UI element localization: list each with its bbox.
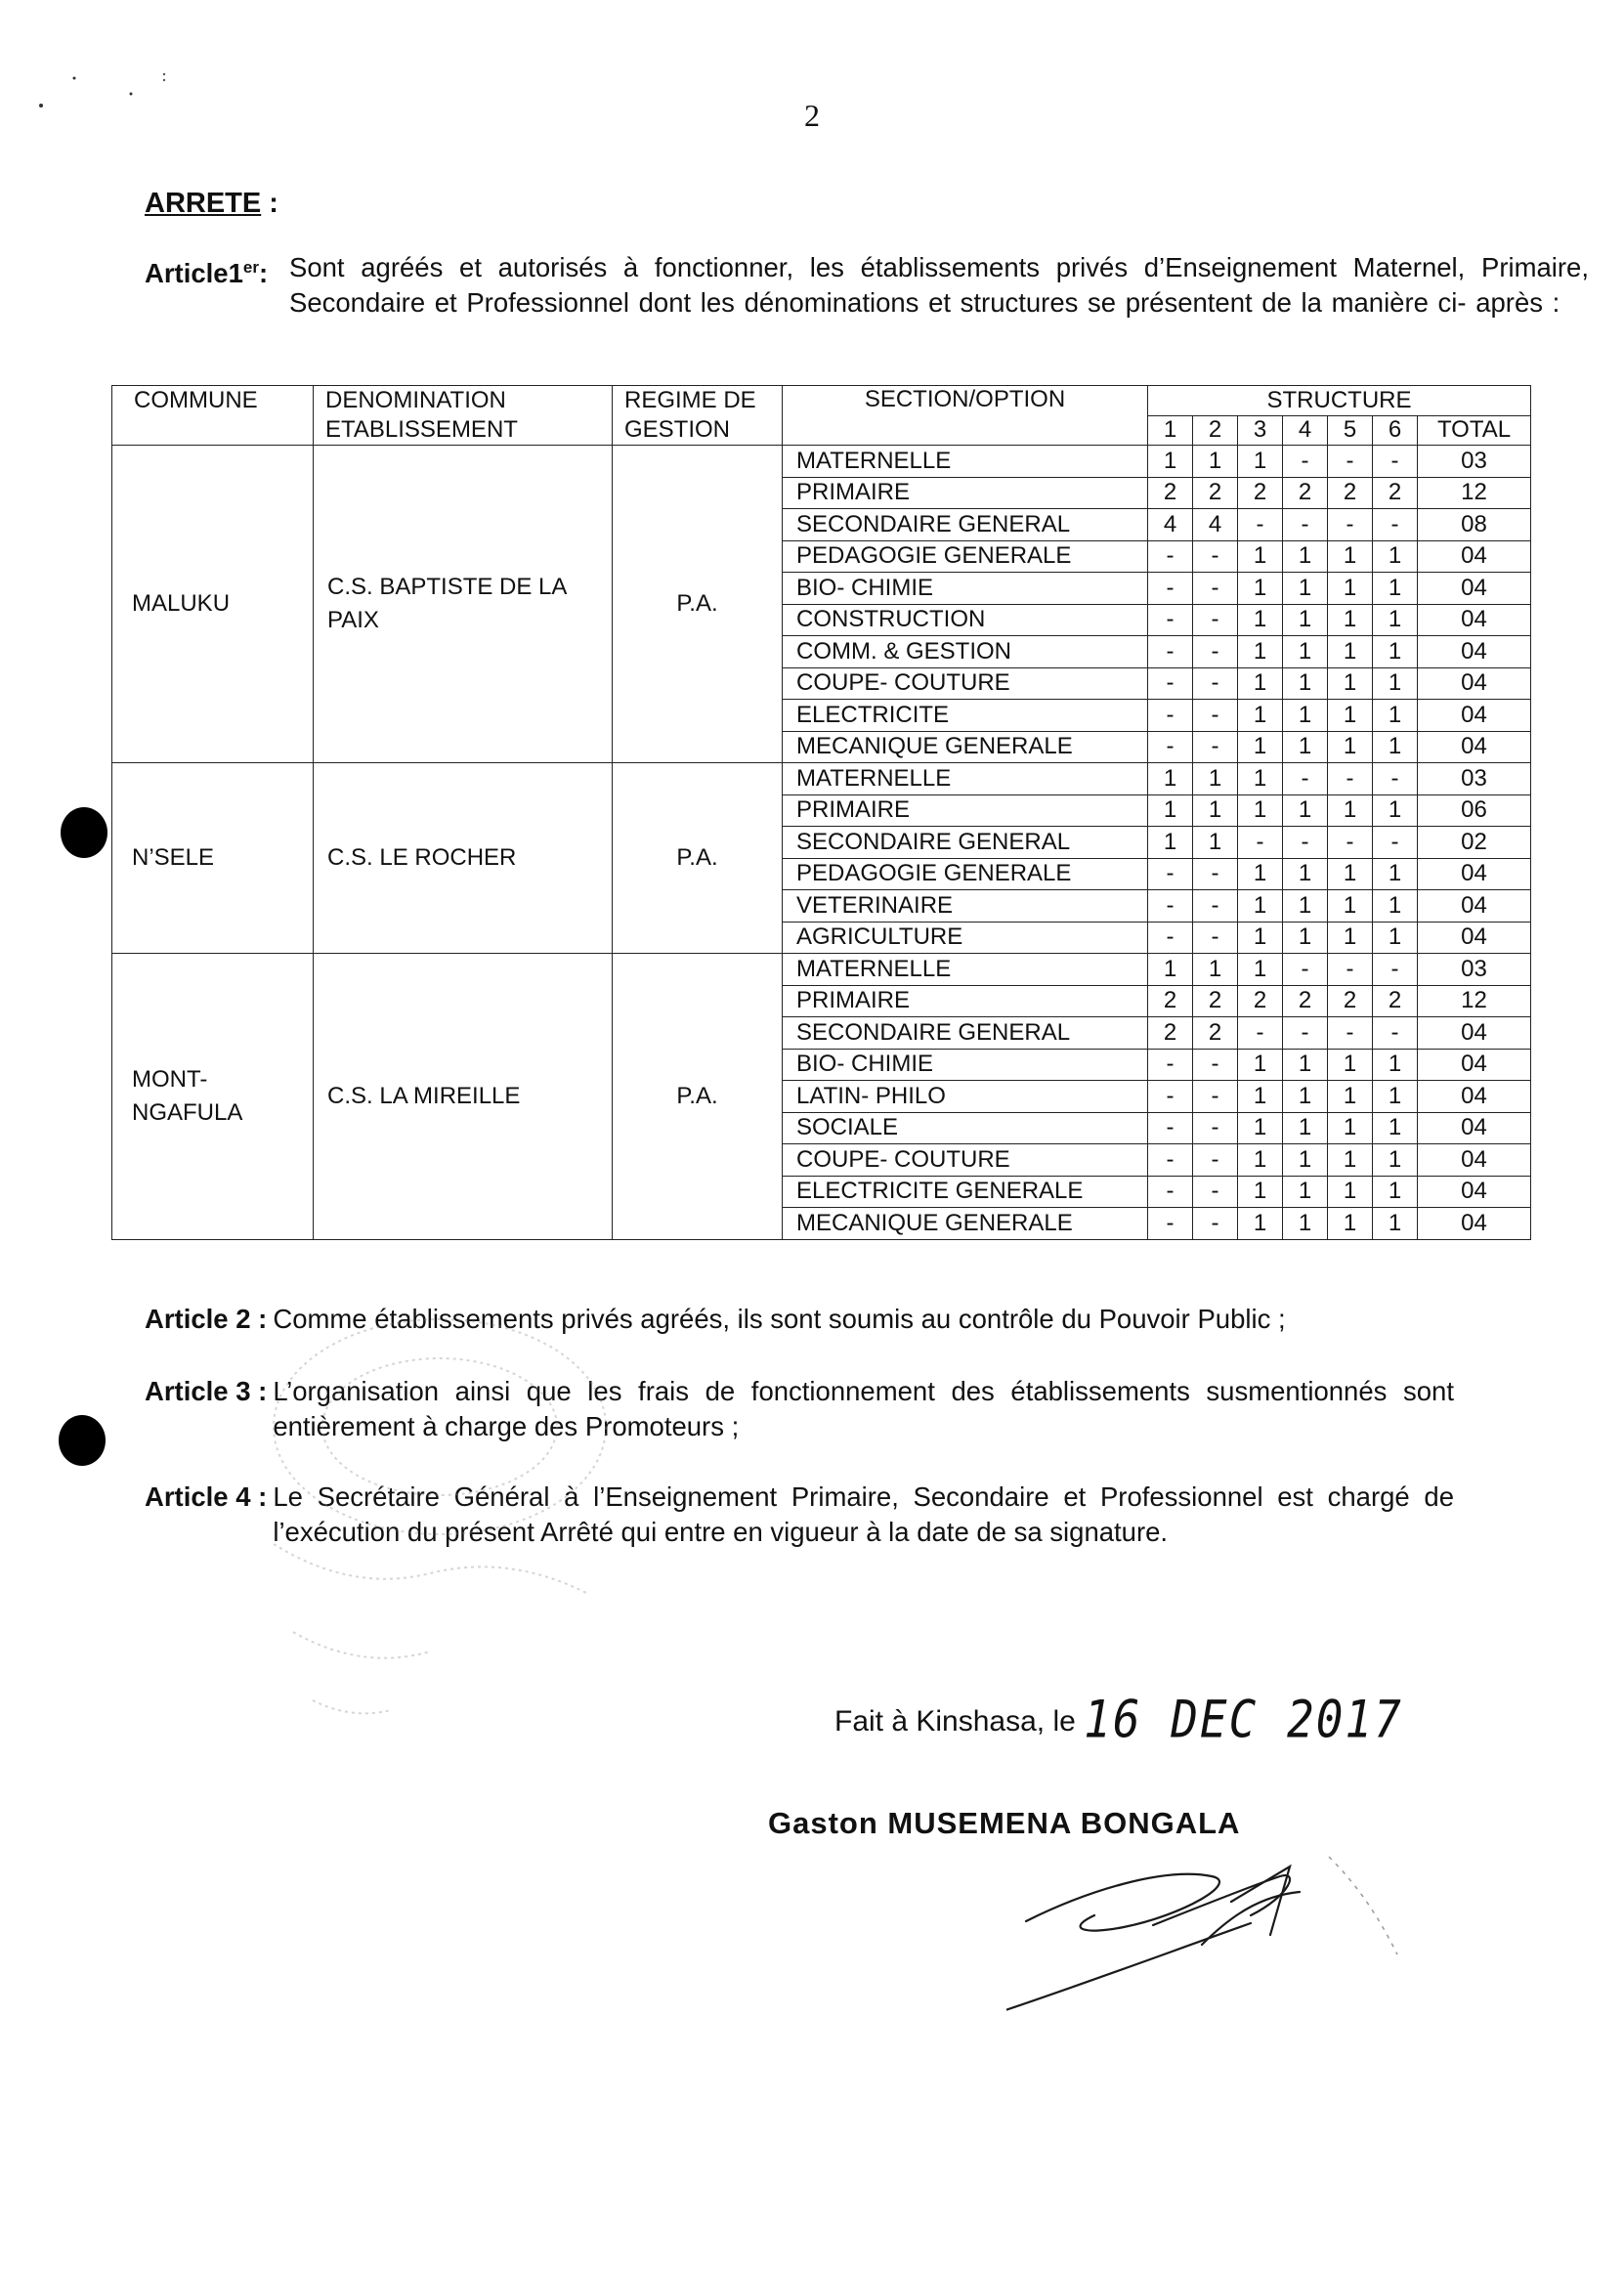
total-cell: 04	[1418, 731, 1531, 763]
level-3-cell: 1	[1238, 858, 1283, 890]
table-row	[112, 763, 1531, 795]
level-4-cell: 1	[1283, 1049, 1328, 1081]
level-1-cell: -	[1148, 573, 1193, 605]
level-1-cell: -	[1148, 922, 1193, 954]
article-1-text: Sont agréés et autorisés à fonctionner, les établissements privés d’Enseignement Maternel, Primaire, Secondaire et Professionnel dont les dénominations et structures se présentent de la manière ci- après :	[289, 252, 1589, 318]
header-denomination	[314, 386, 613, 446]
level-3-cell: 2	[1238, 985, 1283, 1017]
level-6-cell: 1	[1373, 922, 1418, 954]
section-cell: MATERNELLE	[783, 954, 1148, 986]
section-cell: COUPE- COUTURE	[783, 1144, 1148, 1177]
section-cell: ELECTRICITE GENERALE	[783, 1176, 1148, 1208]
section-cell: SECONDAIRE GENERAL	[783, 1017, 1148, 1050]
level-5-cell: 1	[1328, 1112, 1373, 1144]
level-1-cell: 1	[1148, 954, 1193, 986]
header-level-5: 5	[1328, 415, 1373, 446]
level-3-cell: 1	[1238, 667, 1283, 700]
level-2-cell: -	[1193, 1144, 1238, 1177]
level-5-cell: 2	[1328, 477, 1373, 509]
level-3-cell: 1	[1238, 954, 1283, 986]
level-4-cell: 2	[1283, 477, 1328, 509]
level-4-cell: 1	[1283, 636, 1328, 668]
level-3-cell: 1	[1238, 700, 1283, 732]
level-6-cell: 1	[1373, 1176, 1418, 1208]
level-5-cell: 1	[1328, 667, 1373, 700]
level-1-cell: -	[1148, 700, 1193, 732]
level-6-cell: -	[1373, 446, 1418, 478]
level-2-cell: 4	[1193, 509, 1238, 541]
faded-stamp-icon	[235, 1300, 645, 1749]
section-cell: SOCIALE	[783, 1112, 1148, 1144]
level-4-cell: 1	[1283, 1176, 1328, 1208]
level-5-cell: 1	[1328, 922, 1373, 954]
level-1-cell: -	[1148, 1112, 1193, 1144]
article-2-text: Comme établissements privés agréés, ils sont soumis au contrôle du Pouvoir Public ;	[273, 1304, 1286, 1334]
level-2-cell: -	[1193, 636, 1238, 668]
level-6-cell: 1	[1373, 1144, 1418, 1177]
level-4-cell: -	[1283, 446, 1328, 478]
level-3-cell: 1	[1238, 763, 1283, 795]
level-5-cell: -	[1328, 1017, 1373, 1050]
header-regime-line1: REGIME DE	[624, 387, 756, 413]
decree-heading	[145, 188, 278, 220]
level-6-cell: 1	[1373, 540, 1418, 573]
level-2-cell: 1	[1193, 794, 1238, 827]
section-cell: PRIMAIRE	[783, 794, 1148, 827]
level-1-cell: 1	[1148, 446, 1193, 478]
level-6-cell: 1	[1373, 700, 1418, 732]
level-5-cell: 1	[1328, 604, 1373, 636]
level-1-cell: 1	[1148, 794, 1193, 827]
level-3-cell: -	[1238, 827, 1283, 859]
level-1-cell: -	[1148, 731, 1193, 763]
level-1-cell: 1	[1148, 827, 1193, 859]
regime-cell: P.A.	[613, 446, 783, 763]
total-cell: 04	[1418, 890, 1531, 923]
article-4-text: Le Secrétaire Général à l’Enseignement Primaire, Secondaire et Professionnel est chargé de l’exécution du présent Arrêté qui entre en vigueur à la date de sa signature.	[273, 1481, 1454, 1547]
level-2-cell: -	[1193, 890, 1238, 923]
level-4-cell: -	[1283, 1017, 1328, 1050]
level-1-cell: 2	[1148, 1017, 1193, 1050]
level-3-cell: 1	[1238, 636, 1283, 668]
total-cell: 04	[1418, 540, 1531, 573]
section-cell: COMM. & GESTION	[783, 636, 1148, 668]
structure-table-body	[112, 446, 1531, 1240]
total-cell: 04	[1418, 1176, 1531, 1208]
header-denomination-line1: DENOMINATION	[325, 387, 506, 413]
level-2-cell: 2	[1193, 477, 1238, 509]
etablissement-cell: C.S. BAPTISTE DE LA PAIX	[314, 446, 613, 763]
level-6-cell: -	[1373, 1017, 1418, 1050]
etablissement-cell: C.S. LA MIREILLE	[314, 954, 613, 1240]
total-cell: 04	[1418, 1017, 1531, 1050]
level-4-cell: 2	[1283, 985, 1328, 1017]
level-2-cell: -	[1193, 1049, 1238, 1081]
total-cell: 12	[1418, 477, 1531, 509]
section-cell: BIO- CHIMIE	[783, 573, 1148, 605]
punch-hole-top-icon	[61, 807, 107, 858]
level-2-cell: -	[1193, 667, 1238, 700]
level-5-cell: 1	[1328, 700, 1373, 732]
level-6-cell: 2	[1373, 477, 1418, 509]
level-5-cell: 1	[1328, 858, 1373, 890]
level-5-cell: 1	[1328, 731, 1373, 763]
section-cell: MECANIQUE GENERALE	[783, 1208, 1148, 1240]
level-4-cell: -	[1283, 763, 1328, 795]
level-1-cell: -	[1148, 1144, 1193, 1177]
total-cell: 06	[1418, 794, 1531, 827]
level-3-cell: 1	[1238, 731, 1283, 763]
level-5-cell: 1	[1328, 573, 1373, 605]
level-1-cell: 2	[1148, 477, 1193, 509]
level-5-cell: -	[1328, 763, 1373, 795]
level-5-cell: 2	[1328, 985, 1373, 1017]
article-1-label-suffix: :	[258, 258, 269, 289]
section-cell: PRIMAIRE	[783, 477, 1148, 509]
level-2-cell: -	[1193, 1081, 1238, 1113]
level-3-cell: 2	[1238, 477, 1283, 509]
level-1-cell: 4	[1148, 509, 1193, 541]
level-1-cell: -	[1148, 540, 1193, 573]
article-1-label-text: Article1	[145, 258, 243, 289]
section-cell: BIO- CHIMIE	[783, 1049, 1148, 1081]
article-1-label-sup: er	[242, 258, 259, 277]
level-6-cell: 1	[1373, 604, 1418, 636]
total-cell: 04	[1418, 667, 1531, 700]
level-4-cell: 1	[1283, 1208, 1328, 1240]
level-3-cell: 1	[1238, 446, 1283, 478]
article-3-text: L’organisation ainsi que les frais de fonctionnement des établissements susmentionnés sont entièrement à charge des Promoteurs ;	[273, 1376, 1454, 1441]
commune-cell: N’SELE	[112, 763, 314, 954]
level-1-cell: -	[1148, 1208, 1193, 1240]
level-2-cell: -	[1193, 922, 1238, 954]
level-3-cell: 1	[1238, 1208, 1283, 1240]
level-5-cell: -	[1328, 954, 1373, 986]
header-level-1: 1	[1148, 415, 1193, 446]
section-cell: SECONDAIRE GENERAL	[783, 509, 1148, 541]
total-cell: 04	[1418, 1049, 1531, 1081]
level-4-cell: 1	[1283, 731, 1328, 763]
level-6-cell: 1	[1373, 1049, 1418, 1081]
level-3-cell: -	[1238, 509, 1283, 541]
total-cell: 03	[1418, 763, 1531, 795]
level-2-cell: 1	[1193, 763, 1238, 795]
section-cell: MECANIQUE GENERALE	[783, 731, 1148, 763]
total-cell: 12	[1418, 985, 1531, 1017]
level-6-cell: 1	[1373, 1112, 1418, 1144]
table-row	[112, 446, 1531, 478]
level-4-cell: 1	[1283, 794, 1328, 827]
header-section: SECTION/OPTION	[783, 386, 1148, 446]
total-cell: 04	[1418, 700, 1531, 732]
section-cell: VETERINAIRE	[783, 890, 1148, 923]
level-4-cell: 1	[1283, 1112, 1328, 1144]
level-2-cell: -	[1193, 540, 1238, 573]
heading-suffix: :	[261, 188, 278, 219]
level-2-cell: -	[1193, 731, 1238, 763]
total-cell: 04	[1418, 922, 1531, 954]
closing-place: Fait à Kinshasa, le	[834, 1705, 1076, 1738]
total-cell: 04	[1418, 1112, 1531, 1144]
level-6-cell: -	[1373, 509, 1418, 541]
table-row	[112, 954, 1531, 986]
level-1-cell: -	[1148, 890, 1193, 923]
level-4-cell: 1	[1283, 700, 1328, 732]
level-4-cell: -	[1283, 827, 1328, 859]
level-2-cell: 2	[1193, 985, 1238, 1017]
level-5-cell: 1	[1328, 1176, 1373, 1208]
level-6-cell: 1	[1373, 636, 1418, 668]
total-cell: 04	[1418, 1081, 1531, 1113]
article-3-label: Article 3 :	[145, 1376, 268, 1406]
level-6-cell: 1	[1373, 794, 1418, 827]
level-2-cell: 1	[1193, 827, 1238, 859]
level-6-cell: 2	[1373, 985, 1418, 1017]
level-3-cell: 1	[1238, 573, 1283, 605]
section-cell: SECONDAIRE GENERAL	[783, 827, 1148, 859]
level-6-cell: 1	[1373, 1208, 1418, 1240]
total-cell: 03	[1418, 446, 1531, 478]
level-5-cell: 1	[1328, 890, 1373, 923]
level-4-cell: 1	[1283, 573, 1328, 605]
header-level-3: 3	[1238, 415, 1283, 446]
header-total: TOTAL	[1418, 415, 1531, 446]
commune-cell: MONT- NGAFULA	[112, 954, 314, 1240]
level-1-cell: -	[1148, 1081, 1193, 1113]
level-3-cell: -	[1238, 1017, 1283, 1050]
structure-table	[111, 385, 1531, 1240]
total-cell: 08	[1418, 509, 1531, 541]
total-cell: 04	[1418, 636, 1531, 668]
level-5-cell: 1	[1328, 540, 1373, 573]
level-4-cell: 1	[1283, 858, 1328, 890]
level-6-cell: -	[1373, 827, 1418, 859]
page-number: 2	[804, 98, 820, 133]
level-3-cell: 1	[1238, 890, 1283, 923]
level-3-cell: 1	[1238, 794, 1283, 827]
level-2-cell: -	[1193, 573, 1238, 605]
level-2-cell: 2	[1193, 1017, 1238, 1050]
level-6-cell: 1	[1373, 731, 1418, 763]
header-level-6: 6	[1373, 415, 1418, 446]
article-1-label	[145, 250, 268, 291]
level-4-cell: 1	[1283, 1081, 1328, 1113]
total-cell: 02	[1418, 827, 1531, 859]
level-6-cell: 1	[1373, 667, 1418, 700]
section-cell: MATERNELLE	[783, 763, 1148, 795]
header-regime-line2: GESTION	[624, 416, 731, 443]
total-cell: 04	[1418, 1208, 1531, 1240]
section-cell: ELECTRICITE	[783, 700, 1148, 732]
closing-date: 16 DEC 2017	[1084, 1688, 1403, 1750]
total-cell: 03	[1418, 954, 1531, 986]
level-3-cell: 1	[1238, 604, 1283, 636]
level-5-cell: -	[1328, 827, 1373, 859]
level-6-cell: 1	[1373, 858, 1418, 890]
header-level-2: 2	[1193, 415, 1238, 446]
level-4-cell: 1	[1283, 1144, 1328, 1177]
section-cell: AGRICULTURE	[783, 922, 1148, 954]
level-4-cell: 1	[1283, 667, 1328, 700]
level-2-cell: 1	[1193, 446, 1238, 478]
level-3-cell: 1	[1238, 540, 1283, 573]
level-1-cell: -	[1148, 1049, 1193, 1081]
level-6-cell: 1	[1373, 1081, 1418, 1113]
level-1-cell: -	[1148, 858, 1193, 890]
level-2-cell: -	[1193, 700, 1238, 732]
level-5-cell: 1	[1328, 794, 1373, 827]
level-3-cell: 1	[1238, 1112, 1283, 1144]
level-3-cell: 1	[1238, 1081, 1283, 1113]
header-level-4: 4	[1283, 415, 1328, 446]
header-structure: STRUCTURE	[1148, 386, 1531, 416]
level-4-cell: 1	[1283, 604, 1328, 636]
handwritten-signature-icon	[1006, 1847, 1417, 2023]
article-4-label: Article 4 :	[145, 1481, 268, 1512]
article-2-label: Article 2 :	[145, 1304, 268, 1334]
etablissement-cell: C.S. LE ROCHER	[314, 763, 613, 954]
level-2-cell: -	[1193, 1176, 1238, 1208]
section-cell: MATERNELLE	[783, 446, 1148, 478]
section-cell: COUPE- COUTURE	[783, 667, 1148, 700]
level-4-cell: -	[1283, 954, 1328, 986]
regime-cell: P.A.	[613, 763, 783, 954]
level-6-cell: 1	[1373, 573, 1418, 605]
level-5-cell: 1	[1328, 1081, 1373, 1113]
section-cell: PRIMAIRE	[783, 985, 1148, 1017]
level-4-cell: 1	[1283, 890, 1328, 923]
level-6-cell: -	[1373, 954, 1418, 986]
section-cell: PEDAGOGIE GENERALE	[783, 858, 1148, 890]
section-cell: PEDAGOGIE GENERALE	[783, 540, 1148, 573]
level-4-cell: 1	[1283, 922, 1328, 954]
level-3-cell: 1	[1238, 1176, 1283, 1208]
level-3-cell: 1	[1238, 1144, 1283, 1177]
level-4-cell: -	[1283, 509, 1328, 541]
heading-text: ARRETE	[145, 188, 262, 219]
level-6-cell: -	[1373, 763, 1418, 795]
level-2-cell: 1	[1193, 954, 1238, 986]
level-5-cell: -	[1328, 509, 1373, 541]
level-1-cell: -	[1148, 604, 1193, 636]
total-cell: 04	[1418, 1144, 1531, 1177]
level-1-cell: 2	[1148, 985, 1193, 1017]
header-denomination-line2: ETABLISSEMENT	[325, 416, 518, 443]
level-5-cell: 1	[1328, 1144, 1373, 1177]
commune-cell: MALUKU	[112, 446, 314, 763]
total-cell: 04	[1418, 573, 1531, 605]
section-cell: CONSTRUCTION	[783, 604, 1148, 636]
level-1-cell: -	[1148, 1176, 1193, 1208]
level-2-cell: -	[1193, 858, 1238, 890]
level-1-cell: 1	[1148, 763, 1193, 795]
level-4-cell: 1	[1283, 540, 1328, 573]
level-3-cell: 1	[1238, 1049, 1283, 1081]
level-1-cell: -	[1148, 667, 1193, 700]
level-3-cell: 1	[1238, 922, 1283, 954]
total-cell: 04	[1418, 604, 1531, 636]
level-5-cell: 1	[1328, 1208, 1373, 1240]
level-5-cell: 1	[1328, 636, 1373, 668]
section-cell: LATIN- PHILO	[783, 1081, 1148, 1113]
signer-name: Gaston MUSEMENA BONGALA	[768, 1806, 1241, 1840]
header-regime	[613, 386, 783, 446]
total-cell: 04	[1418, 858, 1531, 890]
level-6-cell: 1	[1373, 890, 1418, 923]
level-2-cell: -	[1193, 604, 1238, 636]
level-2-cell: -	[1193, 1208, 1238, 1240]
level-1-cell: -	[1148, 636, 1193, 668]
level-5-cell: -	[1328, 446, 1373, 478]
closing-place-date	[834, 1688, 1403, 1750]
punch-hole-bottom-icon	[59, 1415, 106, 1466]
header-commune: COMMUNE	[112, 386, 314, 446]
level-2-cell: -	[1193, 1112, 1238, 1144]
regime-cell: P.A.	[613, 954, 783, 1240]
level-5-cell: 1	[1328, 1049, 1373, 1081]
